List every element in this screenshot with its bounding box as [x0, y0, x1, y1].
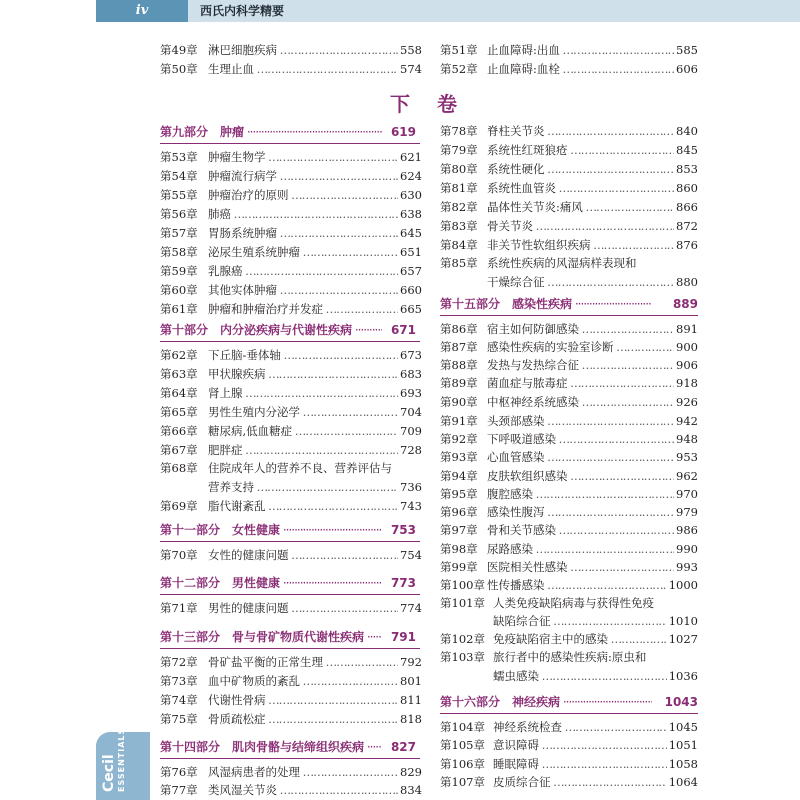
page-header — [96, 0, 800, 22]
chapter-title: 中枢神经系统感染 ……………………………………………………………………………………… — [487, 393, 680, 412]
part-heading[interactable] — [160, 736, 420, 758]
chapter-title: 系统性血管炎 ……………………………………………………………………………………… — [487, 179, 680, 198]
toc-entry[interactable] — [160, 781, 420, 800]
part-heading[interactable] — [160, 319, 420, 341]
chapter-title: 血中矿物质的紊乱 ……………………………………………………………………………………… — [208, 672, 404, 691]
toc-entry[interactable] — [440, 122, 698, 141]
toc-entry[interactable] — [440, 217, 698, 236]
toc-entry-continuation[interactable] — [440, 612, 698, 631]
part-page: 671 — [388, 319, 416, 341]
chapter-number: 第83章 — [440, 219, 478, 233]
chapter-number: 第98章 — [440, 542, 478, 556]
chapter-page: 1051 — [667, 736, 698, 755]
toc-entry[interactable] — [440, 198, 698, 217]
page-number: iv — [96, 0, 188, 22]
part-label: 第十四部分 肌肉骨骼与结缔组织疾病 ····· — [160, 736, 382, 758]
chapter-page: 860 — [674, 179, 698, 198]
chapter-title: 意识障碍 ……………………………………………………………………………………… — [493, 736, 678, 755]
toc-entry[interactable] — [440, 160, 698, 179]
chapter-title: 非关节性软组织疾病 ……………………………………………………………………………………… — [487, 236, 680, 255]
chapter-page: 872 — [674, 217, 698, 236]
chapter-number: 第56章 — [160, 207, 198, 221]
chapter-page: 970 — [674, 485, 698, 504]
chapter-title: 宿主如何防御感染 ……………………………………………………………………………………… — [487, 320, 680, 339]
chapter-number: 第69章 — [160, 499, 198, 513]
chapter-number: 第60章 — [160, 283, 198, 297]
toc-entry[interactable] — [160, 653, 420, 672]
chapter-page: 845 — [674, 141, 698, 160]
chapter-title: 肿瘤生物学 ……………………………………………………………………………………… — [208, 148, 404, 167]
toc-entry[interactable] — [160, 710, 420, 729]
chapter-number: 第93章 — [440, 450, 478, 464]
chapter-title: 下呼吸道感染 ……………………………………………………………………………………… — [487, 430, 680, 449]
chapter-page: 942 — [674, 412, 698, 431]
chapter-title: 菌血症与脓毒症 ……………………………………………………………………………………… — [487, 374, 680, 393]
toc-entry[interactable] — [440, 736, 698, 755]
chapter-title: 糖尿病,低血糖症 ……………………………………………………………………………………… — [208, 422, 404, 441]
chapter-title: 神经系统检查 ……………………………………………………………………………………… — [493, 718, 678, 737]
chapter-page: 743 — [398, 497, 422, 516]
chapter-number: 第66章 — [160, 424, 198, 438]
chapter-title: 系统性红斑狼疮 ……………………………………………………………………………………… — [487, 141, 680, 160]
toc-entry[interactable] — [160, 672, 420, 691]
toc-entry[interactable] — [440, 755, 698, 774]
chapter-number: 第78章 — [440, 124, 478, 138]
chapter-number: 第91章 — [440, 414, 478, 428]
toc-entry[interactable] — [440, 467, 698, 486]
chapter-number: 第65章 — [160, 405, 198, 419]
chapter-page: 645 — [398, 224, 422, 243]
chapter-number: 第95章 — [440, 487, 478, 501]
chapter-title: 风湿病患者的处理 ……………………………………………………………………………………… — [208, 763, 404, 782]
chapter-page: 665 — [398, 300, 422, 319]
toc-entry[interactable] — [440, 356, 698, 375]
chapter-title: 男性的健康问题 ……………………………………………………………………………………… — [208, 599, 404, 618]
chapter-page: 1010 — [667, 612, 698, 631]
chapter-number: 第63章 — [160, 367, 198, 381]
chapter-title: 肿瘤和肿瘤治疗并发症 ……………………………………………………………………………………… — [208, 300, 404, 319]
toc-entry[interactable] — [160, 422, 420, 441]
chapter-number: 第101章 — [440, 596, 485, 610]
toc-entry-continuation[interactable] — [440, 667, 698, 686]
part-label: 第十六部分 神经疾病 ····· — [440, 691, 652, 713]
chapter-title: 骨矿盐平衡的正常生理 ……………………………………………………………………………………… — [208, 653, 404, 672]
chapter-page: 673 — [398, 346, 422, 365]
toc-entry-continuation[interactable] — [440, 273, 698, 292]
chapter-title: 心血管感染 ……………………………………………………………………………………… — [487, 448, 680, 467]
chapter-page: 709 — [398, 422, 422, 441]
part-page: 753 — [388, 519, 416, 541]
chapter-number: 第68章 — [160, 461, 198, 475]
chapter-number: 第86章 — [440, 322, 478, 336]
chapter-page: 624 — [398, 167, 422, 186]
chapter-number: 第61章 — [160, 302, 198, 316]
chapter-page: 811 — [398, 691, 422, 710]
toc-entry[interactable] — [160, 365, 420, 384]
chapter-page: 906 — [674, 356, 698, 375]
chapter-title: 晶体性关节炎:痛风 ……………………………………………………………………………………… — [487, 198, 680, 217]
chapter-number: 第80章 — [440, 162, 478, 176]
chapter-title: 骨质疏松症 ……………………………………………………………………………………… — [208, 710, 404, 729]
chapter-title-line-2: 蠕虫感染 ……………………………………………………………………………………… — [493, 667, 678, 686]
chapter-title: 下丘脑-垂体轴 ……………………………………………………………………………………… — [208, 346, 404, 365]
part-heading[interactable] — [160, 519, 420, 541]
chapter-page: 829 — [398, 763, 422, 782]
chapter-page: 792 — [398, 653, 422, 672]
part-page: 889 — [670, 293, 698, 315]
chapter-number: 第70章 — [160, 548, 198, 562]
chapter-number: 第77章 — [160, 783, 198, 797]
part-page: 1043 — [662, 691, 698, 713]
toc-entry[interactable] — [440, 338, 698, 357]
part-label: 第十部分 内分泌疾病与代谢性疾病 ····· — [160, 319, 382, 341]
chapter-title-line-2: 缺陷综合征 ……………………………………………………………………………………… — [493, 612, 678, 631]
chapter-number: 第55章 — [160, 188, 198, 202]
toc-entry[interactable] — [160, 546, 420, 565]
chapter-number: 第96章 — [440, 505, 478, 519]
chapter-page: 585 — [674, 41, 698, 60]
toc-entry[interactable] — [440, 393, 698, 412]
chapter-page: 1064 — [667, 773, 698, 792]
toc-entry[interactable] — [160, 167, 420, 186]
chapter-number: 第94章 — [440, 469, 478, 483]
chapter-number: 第52章 — [440, 62, 478, 76]
chapter-number: 第87章 — [440, 340, 478, 354]
chapter-number: 第79章 — [440, 143, 478, 157]
part-divider — [160, 648, 420, 649]
part-divider — [160, 541, 420, 542]
chapter-page: 801 — [398, 672, 422, 691]
chapter-title: 头颈部感染 ……………………………………………………………………………………… — [487, 412, 680, 431]
chapter-page: 891 — [674, 320, 698, 339]
toc-entry[interactable] — [160, 262, 420, 281]
chapter-title: 肾上腺 ……………………………………………………………………………………… — [208, 384, 404, 403]
toc-entry[interactable] — [440, 448, 698, 467]
part-divider — [160, 143, 420, 144]
part-label: 第十二部分 男性健康 ····· — [160, 572, 382, 594]
chapter-page: 979 — [674, 503, 698, 522]
chapter-title: 脂代谢紊乱 ……………………………………………………………………………………… — [208, 497, 404, 516]
chapter-title-line-2: 干燥综合征 ……………………………………………………………………………………… — [487, 273, 680, 292]
part-label: 第十三部分 骨与骨矿物质代谢性疾病 ····· — [160, 626, 382, 648]
chapter-number: 第82章 — [440, 200, 478, 214]
chapter-title: 女性的健康问题 ……………………………………………………………………………………… — [208, 546, 404, 565]
chapter-page: 948 — [674, 430, 698, 449]
chapter-number: 第107章 — [440, 775, 485, 789]
chapter-page: 900 — [674, 338, 698, 357]
chapter-number: 第90章 — [440, 395, 478, 409]
toc-entry[interactable] — [160, 243, 420, 262]
chapter-title: 系统性硬化 ……………………………………………………………………………………… — [487, 160, 680, 179]
chapter-title-line-1: 人类免疫缺陷病毒与获得性免疫 — [493, 596, 654, 610]
toc-entry[interactable] — [440, 540, 698, 559]
toc-entry[interactable] — [160, 441, 420, 460]
chapter-title: 止血障碍:出血 ……………………………………………………………………………………… — [487, 41, 680, 60]
chapter-page: 1036 — [667, 667, 698, 686]
chapter-number: 第97章 — [440, 523, 478, 537]
chapter-title-line-1: 住院成年人的营养不良、营养评估与 — [208, 461, 392, 475]
toc-entry[interactable] — [160, 205, 420, 224]
toc-entry[interactable] — [160, 763, 420, 782]
chapter-title-line-1: 旅行者中的感染性疾病:原虫和 — [493, 650, 647, 664]
toc-entry[interactable] — [440, 179, 698, 198]
toc-entry-continuation[interactable] — [160, 478, 420, 497]
chapter-number: 第71章 — [160, 601, 198, 615]
toc-entry[interactable] — [440, 521, 698, 540]
chapter-number: 第62章 — [160, 348, 198, 362]
chapter-title: 免疫缺陷宿主中的感染 ……………………………………………………………………………………… — [493, 630, 678, 649]
chapter-number: 第64章 — [160, 386, 198, 400]
chapter-title: 医院相关性感染 ……………………………………………………………………………………… — [487, 558, 680, 577]
chapter-page: 693 — [398, 384, 422, 403]
chapter-title: 肿瘤治疗的原则 ……………………………………………………………………………………… — [208, 186, 404, 205]
toc-entry[interactable] — [160, 186, 420, 205]
chapter-number: 第106章 — [440, 757, 485, 771]
chapter-page: 621 — [398, 148, 422, 167]
toc-entry-multiline[interactable] — [440, 254, 698, 273]
chapter-page: 918 — [674, 374, 698, 393]
chapter-title: 男性生殖内分泌学 ……………………………………………………………………………………… — [208, 403, 404, 422]
chapter-title: 性传播感染 ……………………………………………………………………………………… — [487, 576, 680, 595]
chapter-page: 574 — [398, 60, 422, 79]
toc-entry[interactable] — [440, 236, 698, 255]
chapter-number: 第53章 — [160, 150, 198, 164]
part-page: 827 — [388, 736, 416, 758]
chapter-number: 第59章 — [160, 264, 198, 278]
chapter-title: 生理止血 ……………………………………………………………………………………… — [208, 60, 404, 79]
chapter-number: 第57章 — [160, 226, 198, 240]
chapter-title: 发热与发热综合征 ……………………………………………………………………………………… — [487, 356, 680, 375]
part-page: 773 — [388, 572, 416, 594]
part-label: 第十五部分 感染性疾病 ····· — [440, 293, 652, 315]
chapter-number: 第103章 — [440, 650, 485, 664]
chapter-page: 880 — [674, 273, 698, 292]
chapter-title-line-1: 系统性疾病的风湿病样表现和 — [487, 256, 637, 270]
chapter-title: 皮质综合征 ……………………………………………………………………………………… — [493, 773, 678, 792]
chapter-number: 第51章 — [440, 43, 478, 57]
chapter-title: 骨和关节感染 ……………………………………………………………………………………… — [487, 521, 680, 540]
chapter-page: 986 — [674, 521, 698, 540]
toc-entry[interactable] — [440, 60, 698, 79]
part-heading[interactable] — [160, 626, 420, 648]
chapter-title: 骨关节炎 ……………………………………………………………………………………… — [487, 217, 680, 236]
toc-entry[interactable] — [160, 599, 420, 618]
chapter-number: 第104章 — [440, 720, 485, 734]
chapter-page: 728 — [398, 441, 422, 460]
chapter-title-line-2: 营养支持 ……………………………………………………………………………………… — [208, 478, 404, 497]
essentials-logo-text: ESSENTIALS — [117, 727, 126, 792]
part-heading[interactable] — [160, 572, 420, 594]
chapter-title: 淋巴细胞疾病 ……………………………………………………………………………………… — [208, 41, 404, 60]
chapter-page: 1000 — [667, 576, 698, 595]
cecil-logo: Cecil — [101, 754, 117, 792]
chapter-page: 834 — [398, 781, 422, 800]
chapter-title: 泌尿生殖系统肿瘤 ……………………………………………………………………………………… — [208, 243, 404, 262]
chapter-number: 第100章 — [440, 578, 485, 592]
chapter-page: 962 — [674, 467, 698, 486]
chapter-page: 840 — [674, 122, 698, 141]
chapter-page: 953 — [674, 448, 698, 467]
toc-entry[interactable] — [160, 346, 420, 365]
chapter-page: 630 — [398, 186, 422, 205]
part-label: 第九部分 肿瘤 ····· — [160, 121, 382, 143]
chapter-page: 993 — [674, 558, 698, 577]
chapter-page: 606 — [674, 60, 698, 79]
volume-title-char-2: 卷 — [436, 92, 457, 116]
chapter-title: 腹腔感染 ……………………………………………………………………………………… — [487, 485, 680, 504]
part-divider — [160, 758, 420, 759]
chapter-title: 尿路感染 ……………………………………………………………………………………… — [487, 540, 680, 559]
toc-entry[interactable] — [440, 576, 698, 595]
chapter-page: 638 — [398, 205, 422, 224]
chapter-number: 第85章 — [440, 256, 478, 270]
chapter-title: 感染性疾病的实验室诊断 ……………………………………………………………………………………… — [487, 338, 680, 357]
volume-title — [390, 90, 490, 118]
toc-entry-multiline[interactable] — [440, 594, 698, 613]
chapter-page: 558 — [398, 41, 422, 60]
part-page: 791 — [388, 626, 416, 648]
toc-entry[interactable] — [160, 60, 420, 79]
chapter-page: 683 — [398, 365, 422, 384]
chapter-number: 第58章 — [160, 245, 198, 259]
toc-entry[interactable] — [440, 630, 698, 649]
chapter-number: 第54章 — [160, 169, 198, 183]
toc-entry[interactable] — [160, 691, 420, 710]
chapter-number: 第76章 — [160, 765, 198, 779]
chapter-number: 第67章 — [160, 443, 198, 457]
part-heading[interactable] — [440, 293, 698, 315]
chapter-title: 胃肠系统肿瘤 ……………………………………………………………………………………… — [208, 224, 404, 243]
toc-entry[interactable] — [160, 41, 420, 60]
part-page: 619 — [388, 121, 416, 143]
toc-entry-multiline[interactable] — [160, 459, 420, 478]
part-divider — [160, 341, 420, 342]
toc-entry[interactable] — [160, 224, 420, 243]
chapter-title: 肿瘤流行病学 ……………………………………………………………………………………… — [208, 167, 404, 186]
chapter-number: 第75章 — [160, 712, 198, 726]
chapter-title: 乳腺癌 ……………………………………………………………………………………… — [208, 262, 404, 281]
chapter-number: 第102章 — [440, 632, 485, 646]
chapter-title: 感染性腹泻 ……………………………………………………………………………………… — [487, 503, 680, 522]
volume-title-char-1: 下 — [390, 92, 410, 116]
chapter-number: 第50章 — [160, 62, 198, 76]
toc-entry[interactable] — [440, 430, 698, 449]
chapter-page: 660 — [398, 281, 422, 300]
part-divider — [440, 315, 698, 316]
chapter-title: 甲状腺疾病 ……………………………………………………………………………………… — [208, 365, 404, 384]
chapter-page: 774 — [398, 599, 422, 618]
chapter-title: 皮肤软组织感染 ……………………………………………………………………………………… — [487, 467, 680, 486]
chapter-page: 736 — [398, 478, 422, 497]
part-heading[interactable] — [440, 691, 698, 713]
toc-entry[interactable] — [160, 300, 420, 319]
toc-entry[interactable] — [440, 320, 698, 339]
chapter-number: 第49章 — [160, 43, 198, 57]
toc-entry[interactable] — [440, 412, 698, 431]
chapter-title: 脊柱关节炎 ……………………………………………………………………………………… — [487, 122, 680, 141]
toc-entry[interactable] — [440, 41, 698, 60]
toc-entry[interactable] — [440, 558, 698, 577]
chapter-title: 肥胖症 ……………………………………………………………………………………… — [208, 441, 404, 460]
chapter-number: 第88章 — [440, 358, 478, 372]
chapter-number: 第72章 — [160, 655, 198, 669]
chapter-page: 704 — [398, 403, 422, 422]
part-label: 第十一部分 女性健康 ····· — [160, 519, 382, 541]
chapter-page: 657 — [398, 262, 422, 281]
chapter-page: 651 — [398, 243, 422, 262]
chapter-page: 1027 — [667, 630, 698, 649]
chapter-page: 876 — [674, 236, 698, 255]
part-heading[interactable] — [160, 121, 420, 143]
toc-entry[interactable] — [160, 403, 420, 422]
toc-entry[interactable] — [440, 773, 698, 792]
toc-entry[interactable] — [440, 141, 698, 160]
toc-entry[interactable] — [160, 148, 420, 167]
chapter-number: 第73章 — [160, 674, 198, 688]
chapter-title: 其他实体肿瘤 ……………………………………………………………………………………… — [208, 281, 404, 300]
chapter-page: 1045 — [667, 718, 698, 737]
chapter-number: 第74章 — [160, 693, 198, 707]
toc-entry[interactable] — [440, 374, 698, 393]
toc-entry[interactable] — [160, 281, 420, 300]
chapter-title: 代谢性骨病 ……………………………………………………………………………………… — [208, 691, 404, 710]
chapter-title: 睡眠障碍 ……………………………………………………………………………………… — [493, 755, 678, 774]
chapter-number: 第84章 — [440, 238, 478, 252]
chapter-page: 754 — [398, 546, 422, 565]
chapter-page: 853 — [674, 160, 698, 179]
chapter-title: 类风湿关节炎 ……………………………………………………………………………………… — [208, 781, 404, 800]
part-divider — [440, 713, 698, 714]
toc-entry[interactable] — [440, 503, 698, 522]
chapter-number: 第81章 — [440, 181, 478, 195]
chapter-page: 866 — [674, 198, 698, 217]
chapter-number: 第105章 — [440, 738, 485, 752]
chapter-page: 1058 — [667, 755, 698, 774]
chapter-page: 990 — [674, 540, 698, 559]
toc-entry-multiline[interactable] — [440, 648, 698, 667]
toc-entry[interactable] — [160, 497, 420, 516]
chapter-page: 818 — [398, 710, 422, 729]
chapter-page: 926 — [674, 393, 698, 412]
chapter-number: 第99章 — [440, 560, 478, 574]
chapter-number: 第89章 — [440, 376, 478, 390]
chapter-title: 止血障碍:血栓 ……………………………………………………………………………………… — [487, 60, 680, 79]
toc-entry[interactable] — [440, 485, 698, 504]
part-divider — [160, 594, 420, 595]
toc-entry[interactable] — [440, 718, 698, 737]
chapter-number: 第92章 — [440, 432, 478, 446]
book-title: 西氏内科学精要 — [188, 0, 800, 22]
chapter-title: 肺癌 ……………………………………………………………………………………… — [208, 205, 404, 224]
toc-entry[interactable] — [160, 384, 420, 403]
